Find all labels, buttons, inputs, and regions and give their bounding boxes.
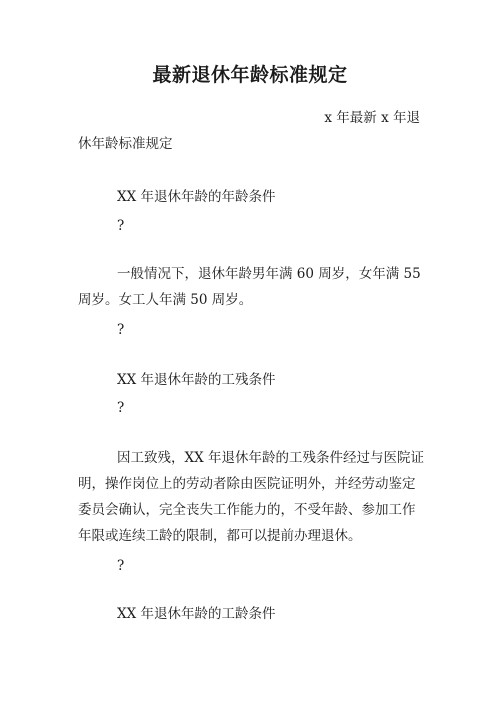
section-heading-disability: XX 年退休年龄的工残条件: [117, 372, 276, 388]
paragraph-line: 周岁。女工人年满 50 周岁。: [78, 292, 253, 308]
paragraph-line: 明，操作岗位上的劳动者除由医院证明外，并经劳动鉴定: [78, 476, 416, 492]
placeholder-mark: ?: [117, 322, 125, 338]
subtitle-line-1: x 年最新 x 年退: [324, 110, 420, 126]
paragraph-line: 因工致残，XX 年退休年龄的工残条件经过与医院证: [117, 450, 425, 466]
section-heading-service: XX 年退休年龄的工龄条件: [117, 606, 276, 622]
paragraph-line: 一般情况下，退休年龄男年满 60 周岁，女年满 55: [117, 266, 421, 282]
subtitle-line-2: 休年龄标准规定: [78, 136, 173, 152]
paragraph-line: 委员会确认，完全丧失工作能力的，不受年龄、参加工作: [78, 502, 416, 518]
document-title: 最新退休年龄标准规定: [152, 64, 348, 86]
paragraph-line: 年限或连续工龄的限制，都可以提前办理退休。: [78, 528, 362, 544]
placeholder-mark: ?: [117, 400, 125, 416]
section-heading-age: XX 年退休年龄的年龄条件: [117, 189, 276, 205]
placeholder-mark: ?: [117, 558, 125, 574]
placeholder-mark: ?: [117, 218, 125, 234]
